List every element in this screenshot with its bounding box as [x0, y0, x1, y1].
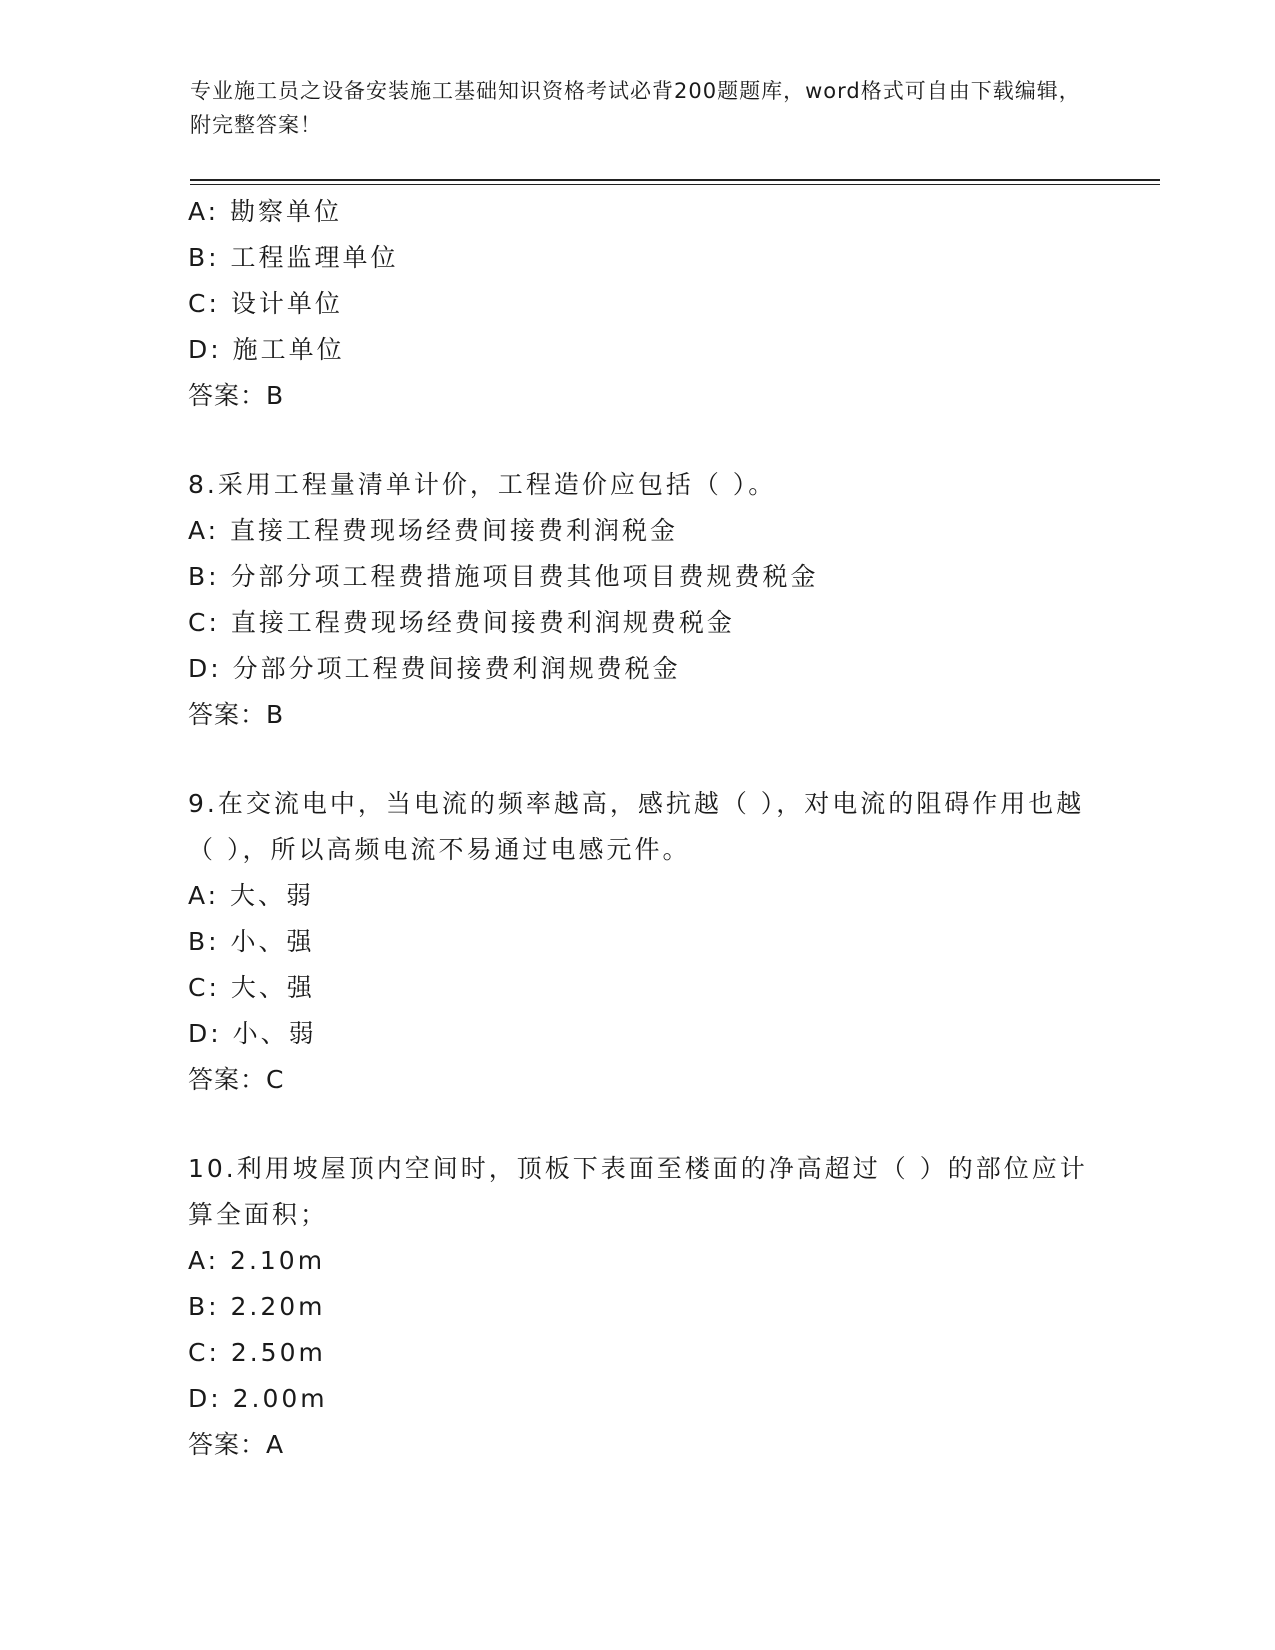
option-d: D: 小、弱: [188, 1019, 317, 1048]
answer: 答案：C: [188, 1065, 285, 1094]
option-c: C: 2.50m: [188, 1338, 326, 1367]
answer: 答案：A: [188, 1430, 285, 1459]
question-text: 8.采用工程量清单计价，工程造价应包括（ ）。: [188, 470, 777, 499]
option-a: A: 直接工程费现场经费间接费利润税金: [188, 516, 679, 545]
option-b: B: 2.20m: [188, 1292, 326, 1321]
header-rule-thick: [190, 179, 1160, 181]
spacer: [188, 419, 1088, 462]
option-a: A: 大、弱: [188, 881, 315, 910]
option-c: C: 设计单位: [188, 289, 343, 318]
question-content: [188, 189, 1088, 1468]
option-b: B: 工程监理单位: [188, 243, 399, 272]
option-a: A: 2.10m: [188, 1246, 326, 1275]
option-d: D: 分部分项工程费间接费利润规费税金: [188, 654, 681, 683]
answer: 答案：B: [188, 700, 285, 729]
question-text: 10.利用坡屋顶内空间时，顶板下表面至楼面的净高超过（ ）的部位应计算全面积；: [188, 1154, 1088, 1229]
question-9: [188, 781, 1088, 1103]
option-c: C: 直接工程费现场经费间接费利润规费税金: [188, 608, 735, 637]
document-header: 专业施工员之设备安装施工基础知识资格考试必背200题题库，word格式可自由下载编辑，附完整答案！: [190, 79, 1081, 137]
option-d: D: 2.00m: [188, 1384, 328, 1413]
option-d: D: 施工单位: [188, 335, 345, 364]
spacer: [188, 1103, 1088, 1146]
option-b: B: 分部分项工程费措施项目费其他项目费规费税金: [188, 562, 819, 591]
answer: 答案：B: [188, 381, 285, 410]
question-8: [188, 462, 1088, 738]
question-10: [188, 1146, 1088, 1468]
spacer: [188, 738, 1088, 781]
header-rule-thin: [190, 184, 1160, 185]
option-c: C: 大、强: [188, 973, 315, 1002]
question-7: [188, 189, 1088, 419]
question-text: 9.在交流电中，当电流的频率越高，感抗越（ ），对电流的阻碍作用也越（ ），所以高频电流不易通过电感元件。: [188, 789, 1085, 864]
option-b: B: 小、强: [188, 927, 315, 956]
option-a: A: 勘察单位: [188, 197, 343, 226]
